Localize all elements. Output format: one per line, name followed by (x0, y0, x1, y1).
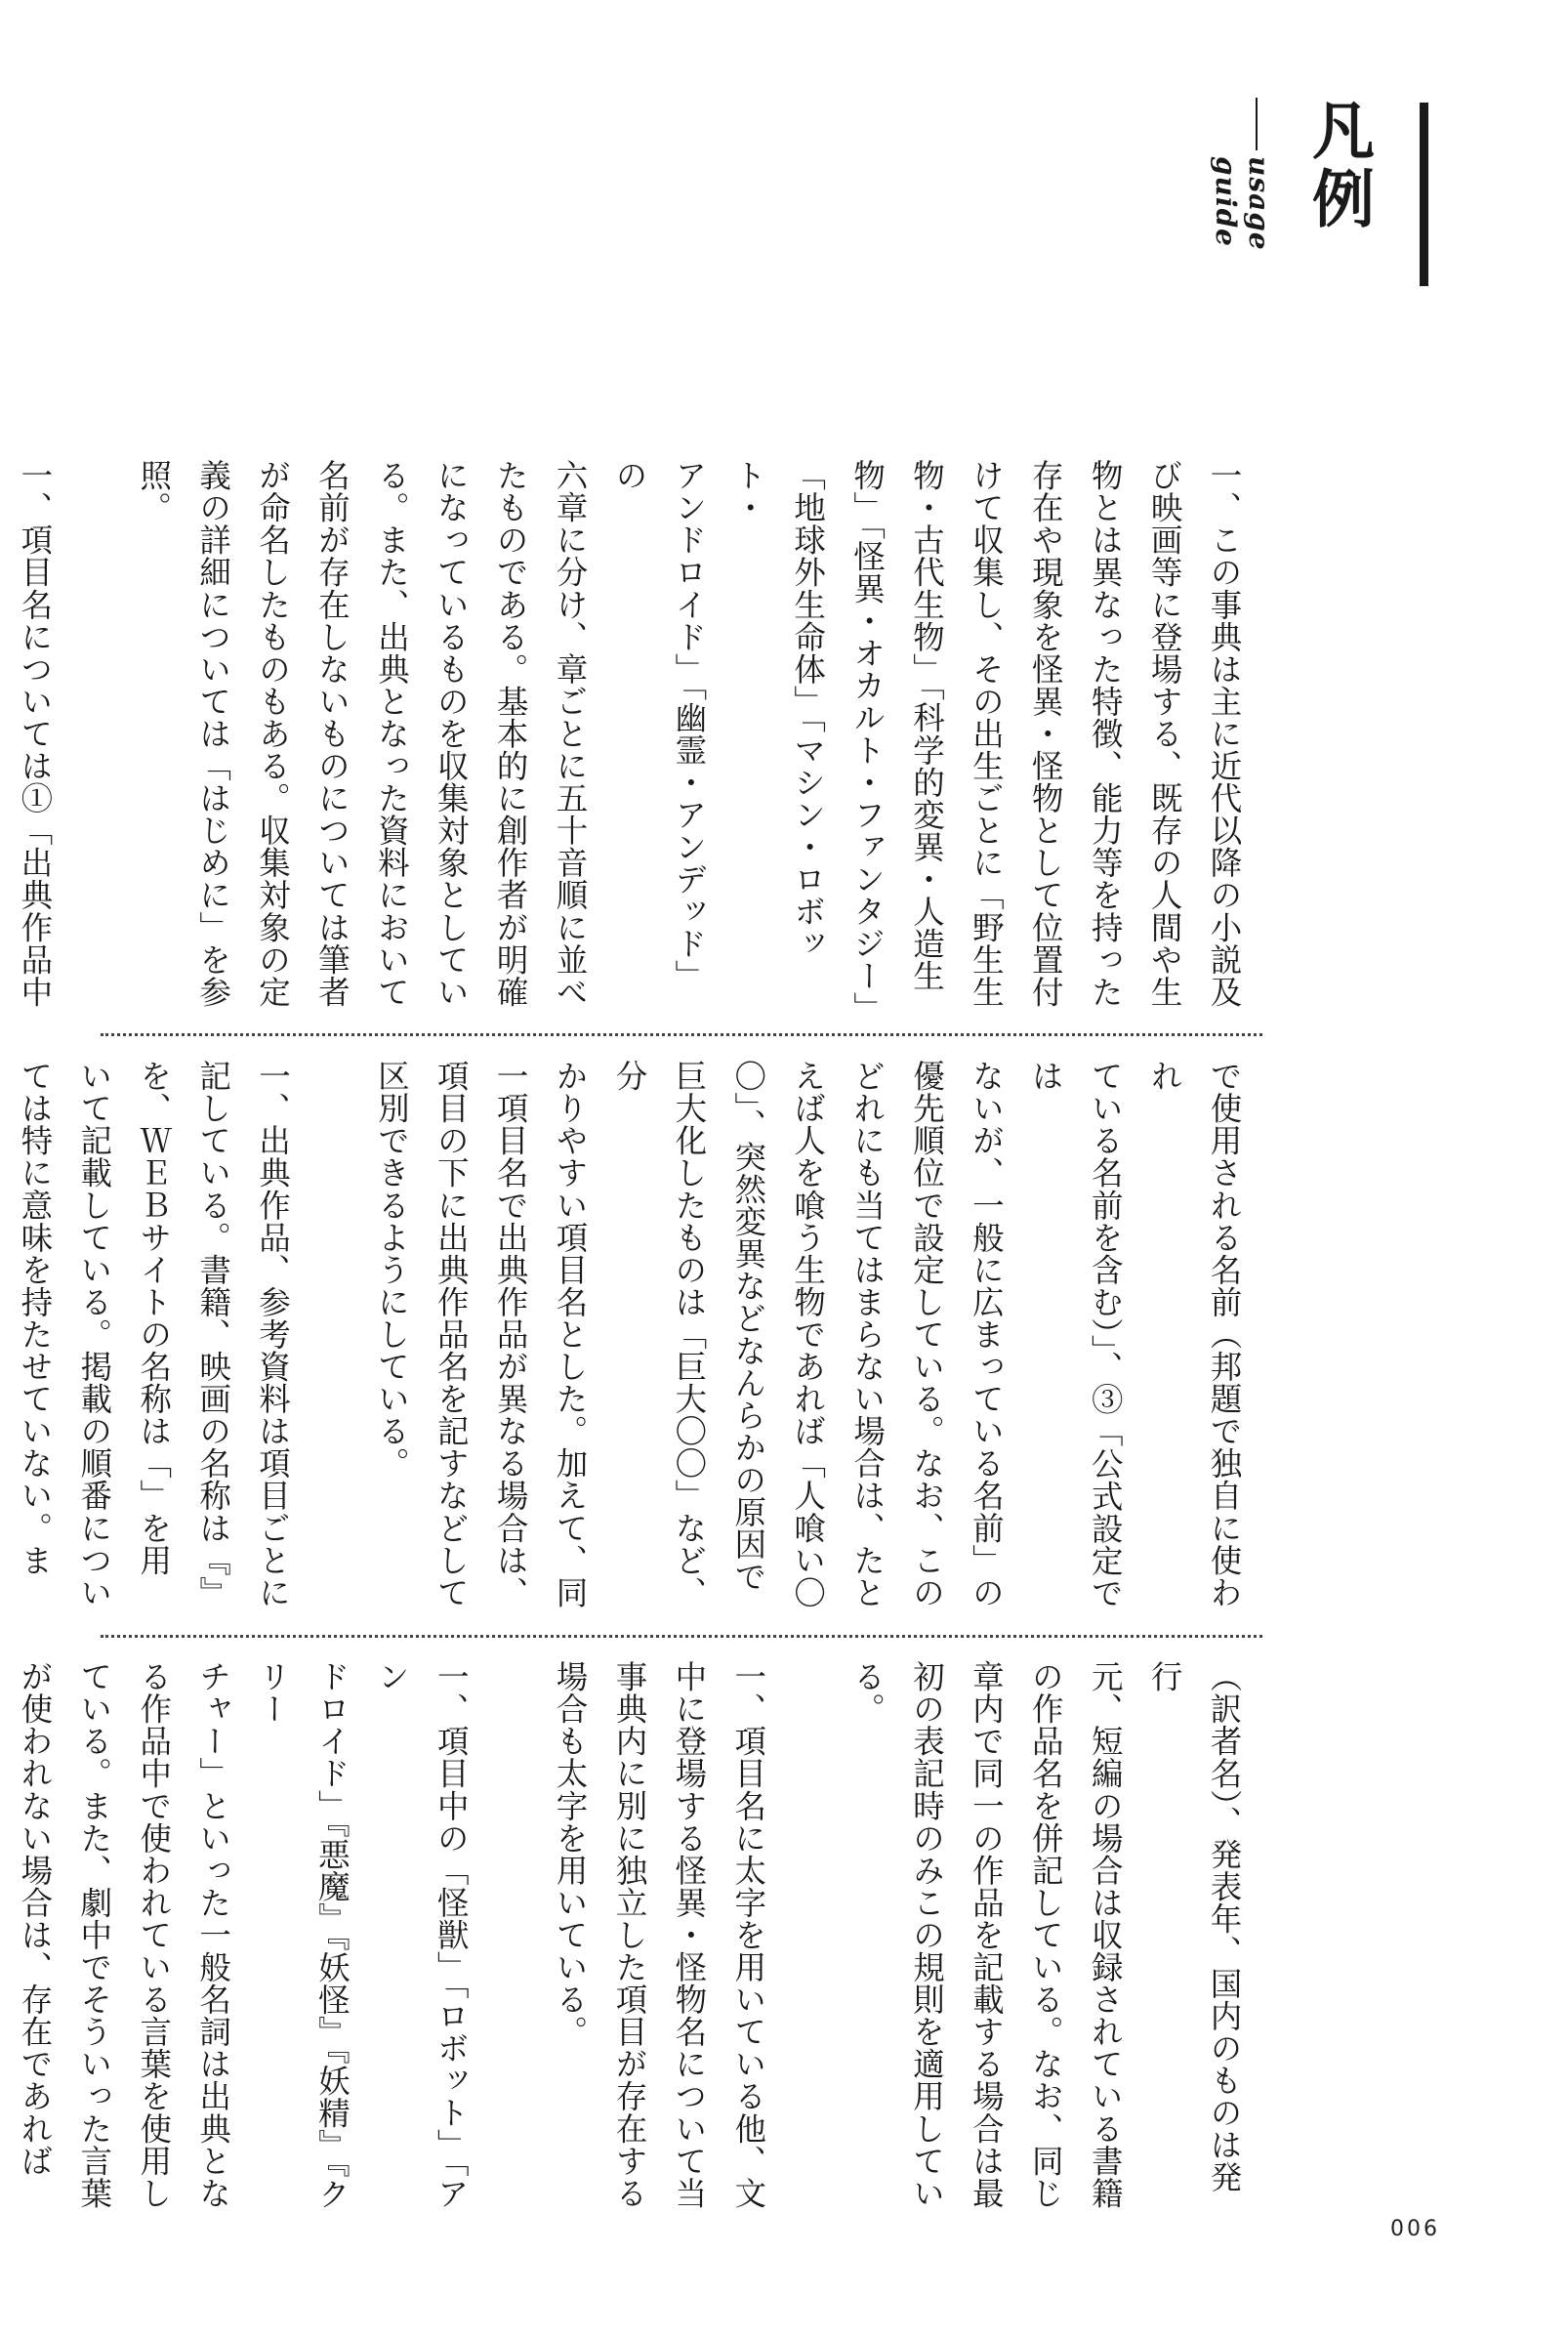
text-column: 一、この事典は主に近代以降の小説及 (1206, 459, 1243, 1008)
text-column: 物・古代生物」「科学的変異・人造生 (908, 459, 946, 992)
section-middle (0, 1060, 1254, 1614)
text-column (778, 1660, 838, 2215)
text-column: る作品中で使われている言葉を使用し (135, 1660, 173, 2209)
text-column: 場合も太字を用いている。 (552, 1660, 590, 2048)
section-top (0, 459, 1254, 1024)
text-column: 中に登場する怪異・怪物名について当 (670, 1660, 708, 2209)
text-column: いて記載している。掲載の順番につい (75, 1060, 113, 1608)
text-column: になっているものを収集対象としてい (433, 459, 471, 1008)
text-column: 六章に分け、章ごとに五十音順に並べ (552, 459, 590, 1008)
section-divider (101, 1033, 1262, 1036)
page-title: 凡例 (1301, 98, 1374, 234)
text-column: 区別できるようにしている。 (373, 1060, 411, 1480)
text-column: どれにも当てはまらない場合は、たと (848, 1060, 887, 1608)
subtitle-rule (1256, 98, 1258, 150)
title-accent-bar (1420, 103, 1428, 286)
text-column: 一、項目名については①「出典作品中 (16, 459, 54, 1008)
text-column: る。また、出典となった資料において (373, 459, 411, 1008)
text-column (0, 459, 5, 1014)
text-column: 物とは異なった特徴、能力等を持った (1087, 459, 1125, 1008)
section-bottom (0, 1660, 1254, 2215)
text-column (303, 1060, 362, 1614)
text-column: 記している。書籍、映画の名称は『』 (194, 1060, 232, 1608)
text-column (0, 1660, 5, 2215)
text-column: 一、項目名に太字を用いている他、文 (729, 1660, 767, 2209)
text-column: アンドロイド」「幽霊・アンデッド」の (610, 459, 708, 992)
text-column: 事典内に別に独立した項目が存在する (610, 1660, 648, 2209)
text-column: かりやすい項目名とした。加えて、同 (552, 1060, 590, 1608)
text-column: 照。 (135, 459, 173, 524)
text-column: 存在や現象を怪異・怪物として位置付 (1027, 459, 1065, 1008)
section-divider (101, 1635, 1262, 1638)
page-subtitle: usage guide (1210, 156, 1275, 251)
text-column: ては特に意味を持たせていない。ま (16, 1060, 54, 1576)
text-column: 物」「怪異・オカルト・ファンタジー」 (848, 459, 887, 1024)
text-column: チャー」といった一般名詞は出典とな (194, 1660, 232, 2209)
text-column: 一項目名で出典作品が異なる場合は、 (492, 1060, 530, 1608)
text-column: で使用される名前（邦題で独自に使われ (1146, 1060, 1243, 1608)
text-column: ている名前を含む）」、③「公式設定では (1027, 1060, 1125, 1609)
text-column: び映画等に登場する、既存の人間や生 (1146, 459, 1184, 1008)
text-column: 元、短編の場合は収録されている書籍 (1087, 1660, 1125, 2209)
text-column: ている。また、劇中でそういった言葉 (75, 1660, 113, 2209)
text-column: 項目の下に出典作品名を記すなどして (433, 1060, 471, 1608)
text-column: 章内で同一の作品を記載する場合は最 (968, 1660, 1006, 2209)
text-column: 優先順位で設定している。なお、この (908, 1060, 946, 1608)
text-column: を、ＷＥＢサイトの名称は「」を用 (135, 1060, 173, 1576)
text-column: たものである。基本的に創作者が明確 (492, 459, 530, 1008)
text-column: 一、項目中の「怪獣」「ロボット」「アン (373, 1660, 471, 2210)
text-column: が命名したものもある。収集対象の定 (254, 459, 292, 1008)
text-column: （訳者名）、発表年、国内のものは発行 (1146, 1660, 1243, 2193)
text-column: ないが、一般に広まっている名前」の (968, 1060, 1006, 1608)
text-column (64, 459, 124, 1014)
text-column: えば人を喰う生物であれば「人喰い〇 (789, 1060, 827, 1608)
text-column: 巨大化したものは「巨大〇〇」など、分 (610, 1060, 708, 1608)
text-column: 一、出典作品、参考資料は項目ごとに (254, 1060, 292, 1608)
text-column: 初の表記時のみこの規則を適用してい (908, 1660, 946, 2209)
text-column: が使われない場合は、存在であれば (16, 1660, 54, 2177)
text-column: の作品名を併記している。なお、同じ (1027, 1660, 1065, 2209)
text-column: ドロイド」『悪魔』『妖怪』『妖精』『クリー (254, 1660, 351, 2210)
text-column: 〇」、突然変異などなんらかの原因で (729, 1060, 767, 1593)
text-column: 義の詳細については「はじめに」を参 (194, 459, 232, 1008)
text-column: る。 (848, 1660, 887, 1726)
text-column: 名前が存在しないものについては筆者 (313, 459, 351, 1008)
text-column: 「地球外生命体」「マシン・ロボット・ (729, 459, 827, 960)
page-number: 006 (1390, 2217, 1440, 2241)
text-column (480, 1660, 540, 2215)
text-column: けて収集し、その出生ごとに「野生生 (968, 459, 1006, 1008)
